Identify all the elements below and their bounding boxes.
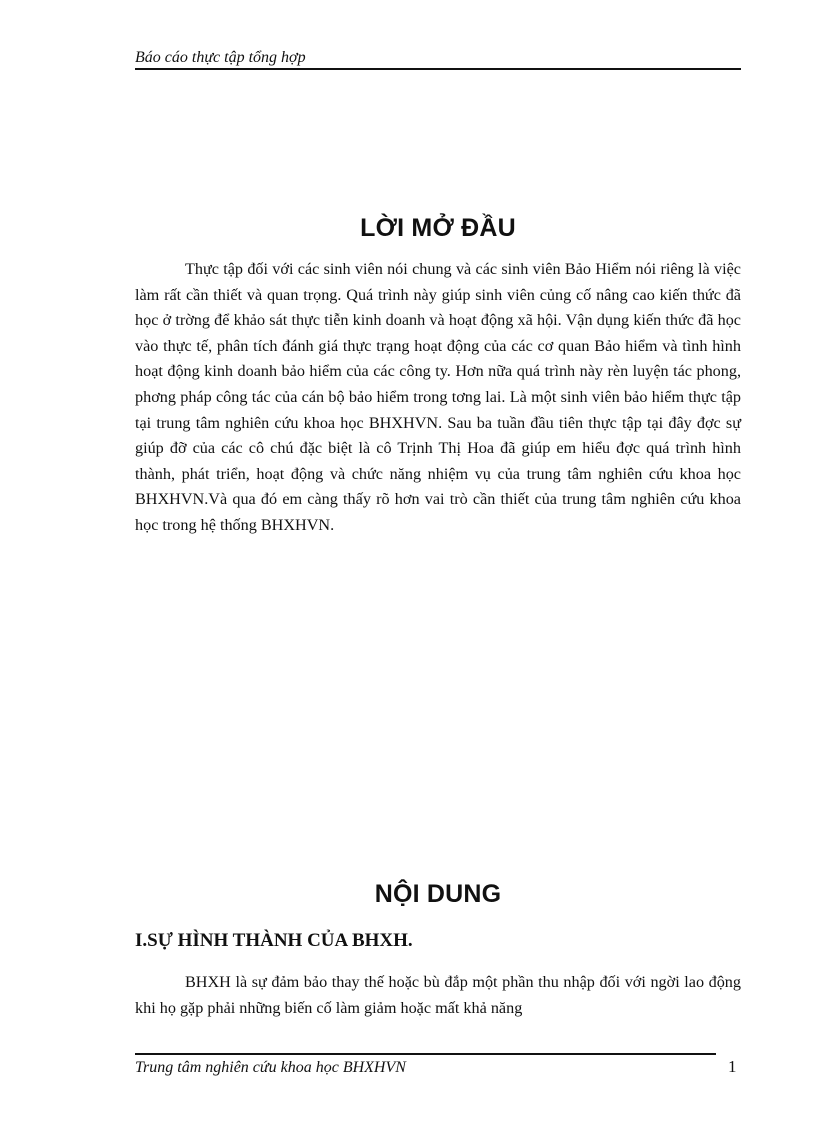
body-paragraph: BHXH là sự đảm bảo thay thế hoặc bù đắp một phần thu nhập đối với ngời lao động khi họ gặp phải những biến cố làm giảm hoặc mất khả năng (135, 973, 741, 1017)
page-number: 1 (728, 1057, 737, 1076)
intro-paragraph: Thực tập đối với các sinh viên nói chung và các sinh viên Bảo Hiểm nói riêng là việc làm rất cần thiết và quan trọng. Quá trình này giúp sinh viên củng cố nâng cao kiến thức đã học ở trờng để khảo sát thực tiễn kinh doanh và hoạt động xã hội. Vận dụng kiến thức đã học vào thực tế, phân tích đánh giá thực trạng hoạt động của các cơ quan Bảo hiểm và tình hình hoạt động kinh doanh bảo hiểm của các công ty. Hơn nữa quá trình này rèn luyện tác phong, phơng pháp công tác của cán bộ bảo hiểm trong tơng lai. Là một sinh viên bảo hiểm thực tập tại trung tâm nghiên cứu khoa học BHXHVN. Sau ba tuần đầu tiên thực tập tại đây đợc sự giúp đỡ của các cô chú đặc biệt là cô Trịnh Thị Hoa đã giúp em hiểu đợc quá trình hình thành, phát triển, hoạt động và chức năng nhiệm vụ của trung tâm nghiên cứu khoa học BHXHVN.Và qua đó em càng thấy rõ hơn vai trò cần thiết của trung tâm nghiên cứu khoa học trong hệ thống BHXHVN. (135, 260, 741, 534)
footer-divider (135, 1053, 716, 1055)
running-header: Báo cáo thực tập tổng hợp (135, 48, 741, 70)
content-title: NỘI DUNG (374, 880, 502, 908)
running-footer: Trung tâm nghiên cứu khoa học BHXHVN (135, 1059, 406, 1076)
section-heading: I.SỰ HÌNH THÀNH CỦA BHXH. (135, 930, 413, 951)
intro-title: LỜI MỞ ĐẦU (360, 214, 516, 242)
